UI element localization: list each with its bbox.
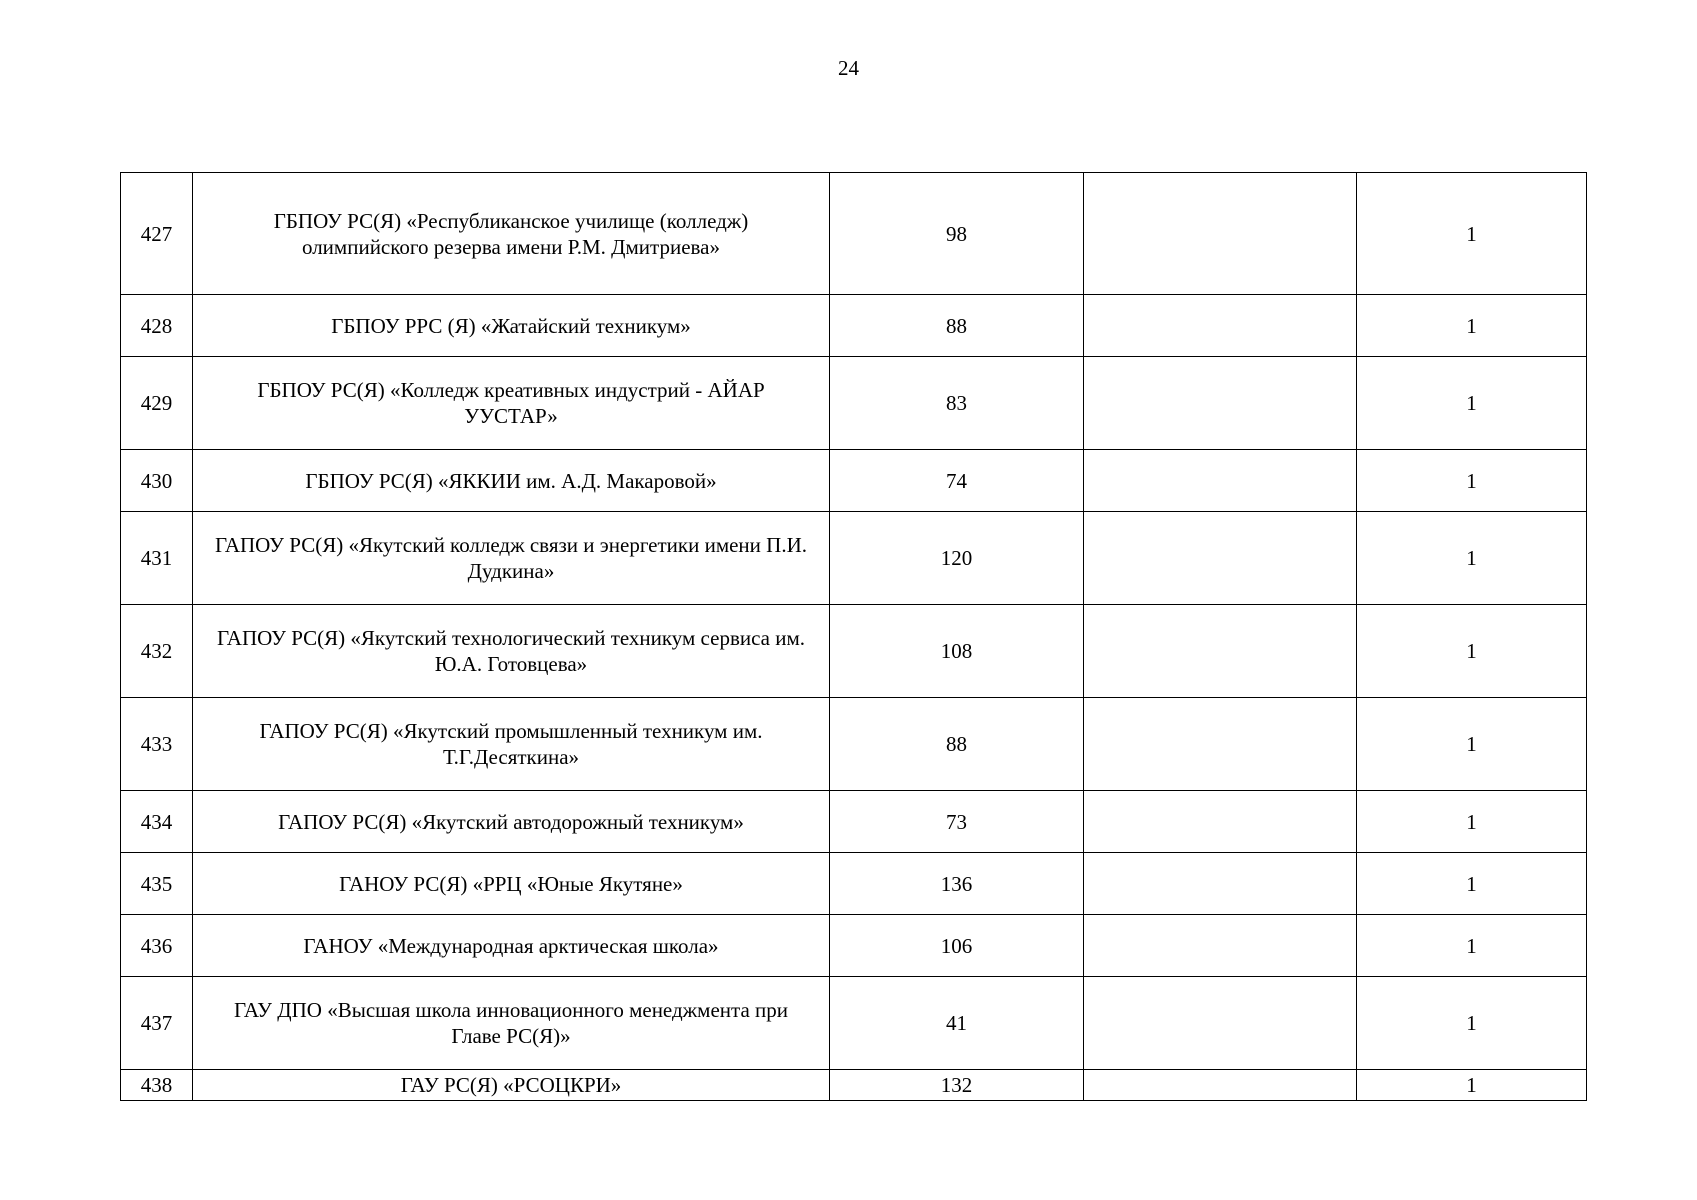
institution-name: ГАНОУ «Международная арктическая школа» <box>193 915 830 977</box>
table-row <box>121 977 1587 1070</box>
value-cell: 108 <box>830 605 1084 698</box>
count-cell: 1 <box>1357 295 1587 357</box>
empty-cell <box>1084 295 1357 357</box>
empty-cell <box>1084 605 1357 698</box>
table-row <box>121 853 1587 915</box>
table-row <box>121 295 1587 357</box>
count-cell: 1 <box>1357 357 1587 450</box>
empty-cell <box>1084 915 1357 977</box>
institutions-table <box>120 172 1587 1101</box>
value-cell: 41 <box>830 977 1084 1070</box>
row-number: 434 <box>121 791 193 853</box>
count-cell: 1 <box>1357 698 1587 791</box>
count-cell: 1 <box>1357 791 1587 853</box>
institution-name: ГАУ ДПО «Высшая школа инновационного менеджмента при Главе РС(Я)» <box>193 977 830 1070</box>
value-cell: 136 <box>830 853 1084 915</box>
table-row <box>121 357 1587 450</box>
table-row <box>121 450 1587 512</box>
count-cell: 1 <box>1357 450 1587 512</box>
table-row <box>121 915 1587 977</box>
row-number: 431 <box>121 512 193 605</box>
row-number: 430 <box>121 450 193 512</box>
empty-cell <box>1084 791 1357 853</box>
empty-cell <box>1084 512 1357 605</box>
value-cell: 83 <box>830 357 1084 450</box>
count-cell: 1 <box>1357 173 1587 295</box>
value-cell: 106 <box>830 915 1084 977</box>
row-number: 429 <box>121 357 193 450</box>
table-row <box>121 1070 1587 1101</box>
row-number: 433 <box>121 698 193 791</box>
institution-name: ГБПОУ РРС (Я) «Жатайский техникум» <box>193 295 830 357</box>
empty-cell <box>1084 357 1357 450</box>
institution-name: ГАНОУ РС(Я) «РРЦ «Юные Якутяне» <box>193 853 830 915</box>
table-row <box>121 791 1587 853</box>
institution-name: ГБПОУ РС(Я) «Республиканское училище (колледж) олимпийского резерва имени Р.М. Дмитриева» <box>193 173 830 295</box>
count-cell: 1 <box>1357 915 1587 977</box>
empty-cell <box>1084 450 1357 512</box>
empty-cell <box>1084 977 1357 1070</box>
count-cell: 1 <box>1357 977 1587 1070</box>
value-cell: 132 <box>830 1070 1084 1101</box>
row-number: 435 <box>121 853 193 915</box>
institution-name: ГАПОУ РС(Я) «Якутский промышленный техникум им. Т.Г.Десяткина» <box>193 698 830 791</box>
page-number: 24 <box>838 56 859 80</box>
value-cell: 120 <box>830 512 1084 605</box>
institution-name: ГАПОУ РС(Я) «Якутский технологический техникум сервиса им. Ю.А. Готовцева» <box>193 605 830 698</box>
row-number: 428 <box>121 295 193 357</box>
value-cell: 74 <box>830 450 1084 512</box>
count-cell: 1 <box>1357 1070 1587 1101</box>
row-number: 438 <box>121 1070 193 1101</box>
table-row <box>121 605 1587 698</box>
empty-cell <box>1084 1070 1357 1101</box>
value-cell: 88 <box>830 295 1084 357</box>
value-cell: 73 <box>830 791 1084 853</box>
table-row <box>121 698 1587 791</box>
empty-cell <box>1084 173 1357 295</box>
row-number: 436 <box>121 915 193 977</box>
institution-name: ГБПОУ РС(Я) «ЯККИИ им. А.Д. Макаровой» <box>193 450 830 512</box>
institution-name: ГБПОУ РС(Я) «Колледж креативных индустрий - АЙАР УУСТАР» <box>193 357 830 450</box>
count-cell: 1 <box>1357 853 1587 915</box>
institution-name: ГАПОУ РС(Я) «Якутский автодорожный техникум» <box>193 791 830 853</box>
row-number: 427 <box>121 173 193 295</box>
table-row <box>121 512 1587 605</box>
count-cell: 1 <box>1357 605 1587 698</box>
table-row <box>121 173 1587 295</box>
row-number: 432 <box>121 605 193 698</box>
empty-cell <box>1084 853 1357 915</box>
empty-cell <box>1084 698 1357 791</box>
table-body <box>121 173 1587 1101</box>
row-number: 437 <box>121 977 193 1070</box>
institution-name: ГАПОУ РС(Я) «Якутский колледж связи и энергетики имени П.И. Дудкина» <box>193 512 830 605</box>
value-cell: 88 <box>830 698 1084 791</box>
institution-name: ГАУ РС(Я) «РСОЦКРИ» <box>193 1070 830 1101</box>
value-cell: 98 <box>830 173 1084 295</box>
count-cell: 1 <box>1357 512 1587 605</box>
